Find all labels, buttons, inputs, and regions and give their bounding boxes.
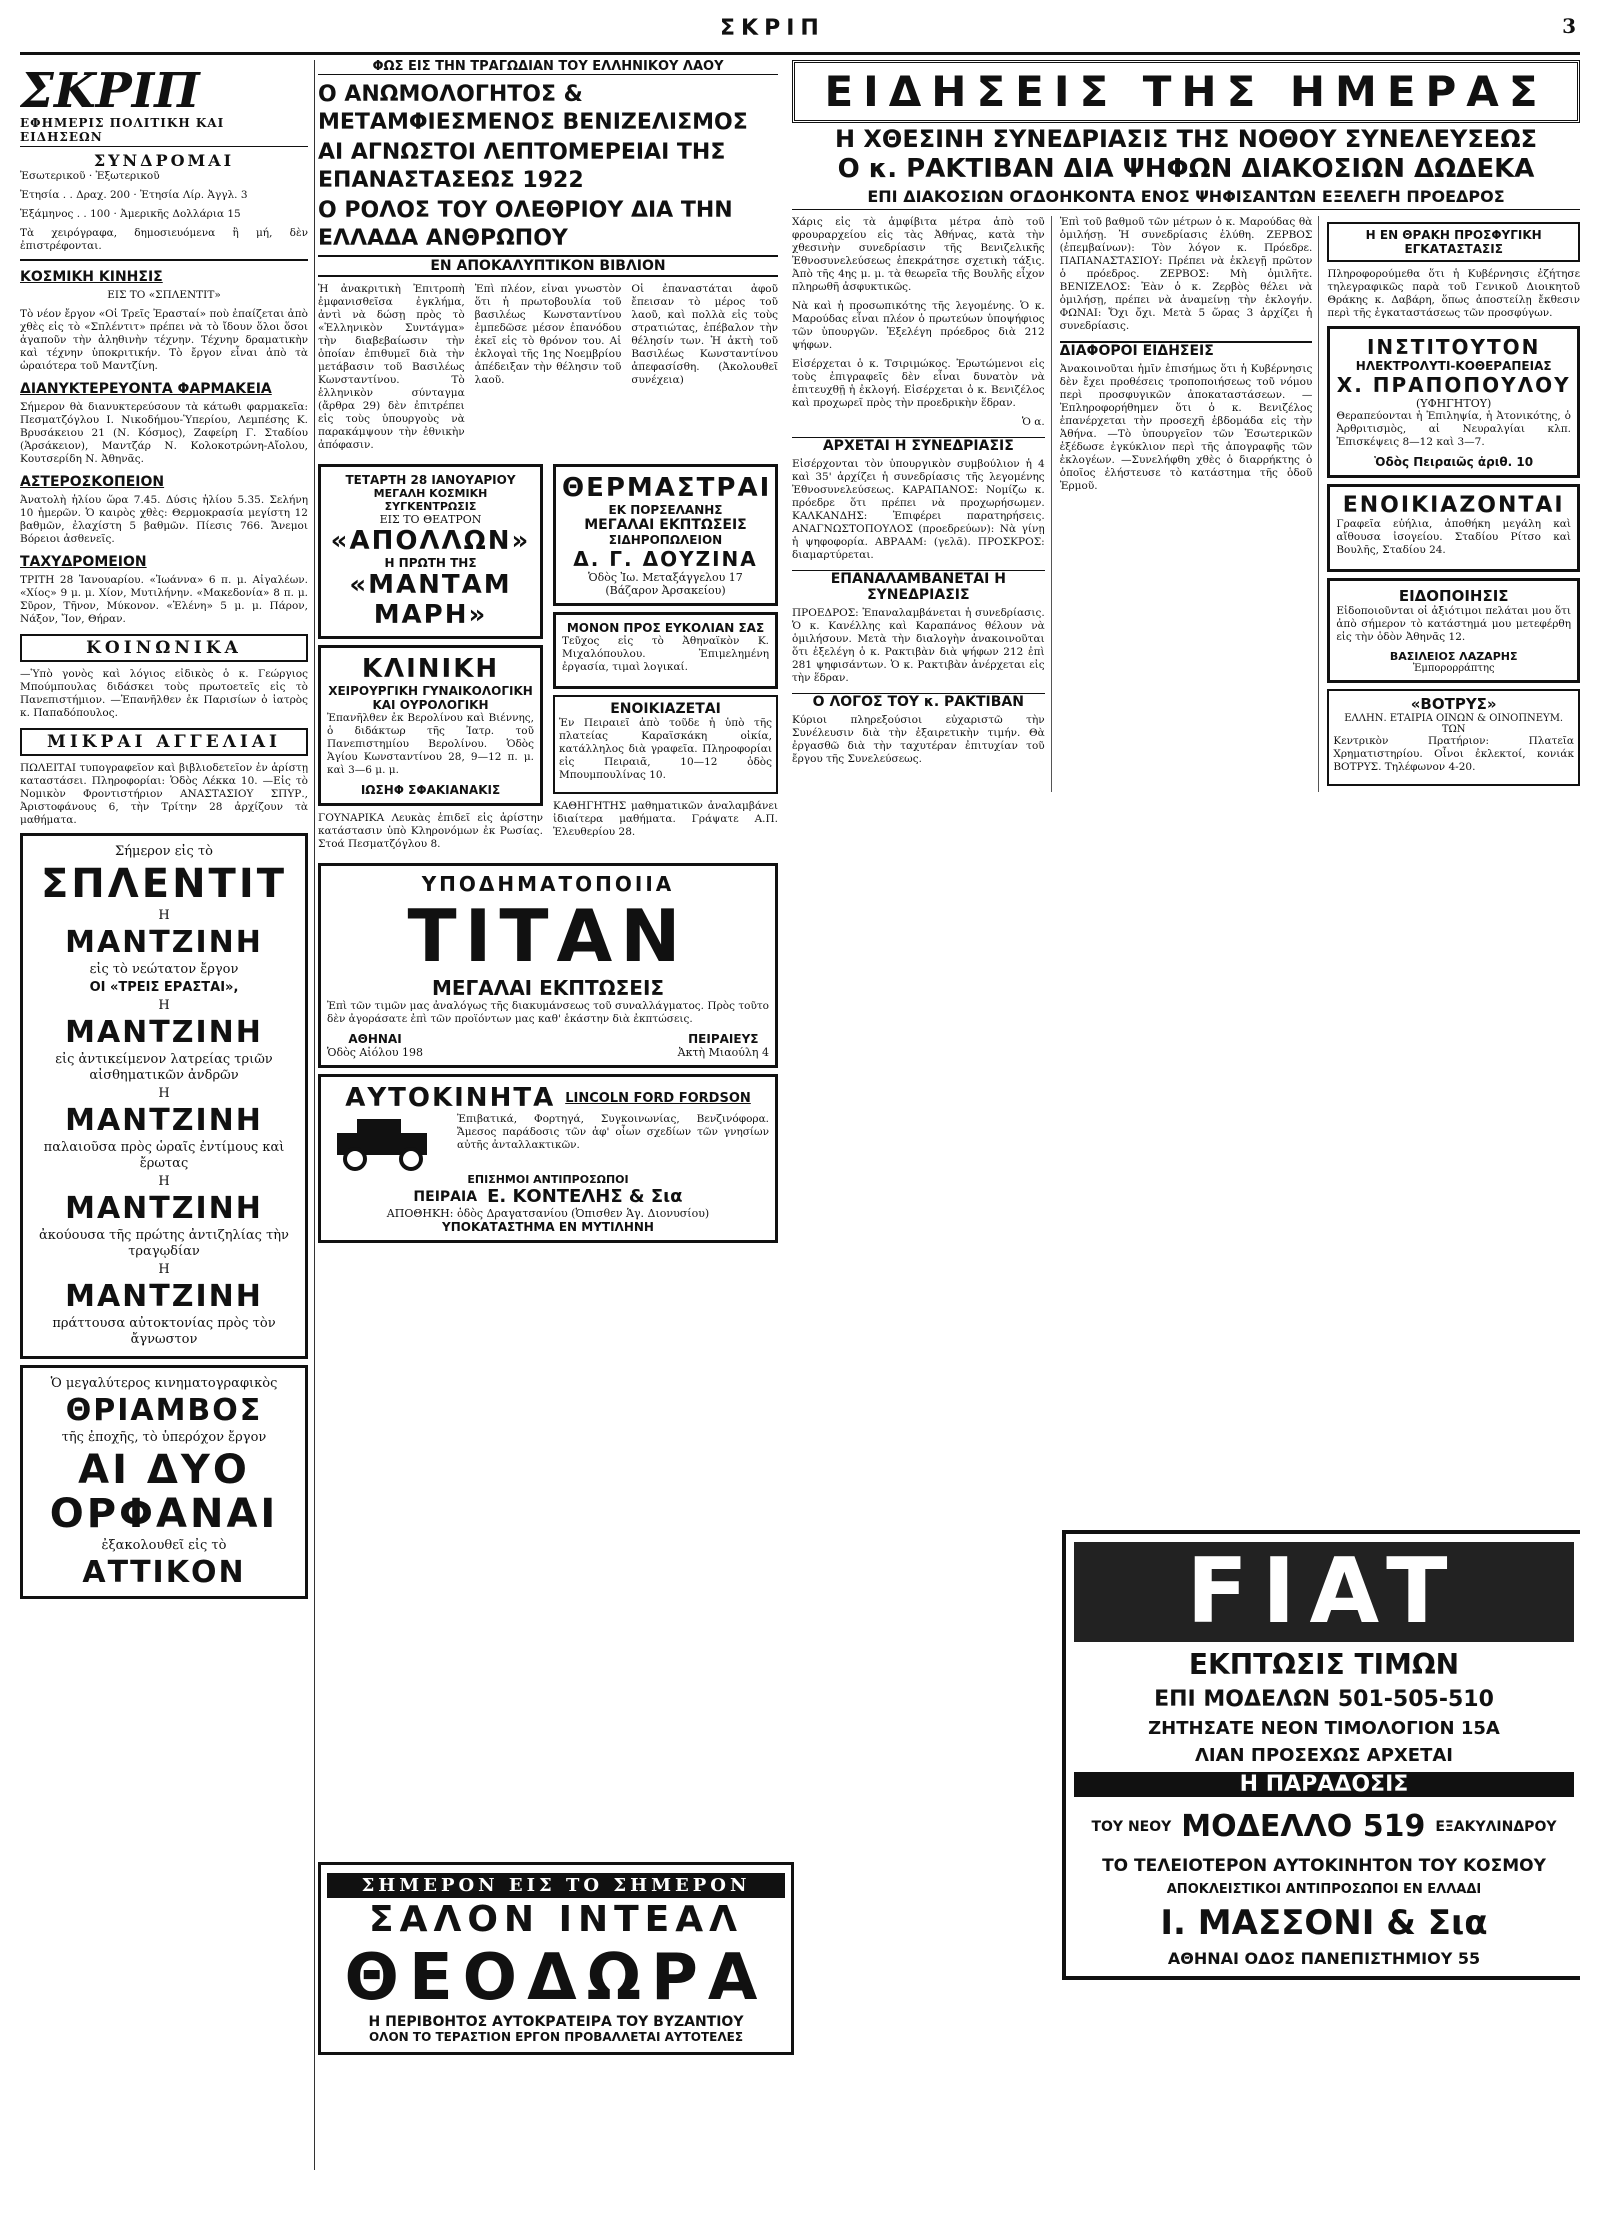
- news-columns: [792, 216, 1580, 792]
- splendit-ad: [20, 833, 308, 1359]
- ad-date: ΤΕΤΑΡΤΗ 28 ΙΑΝΟΥΑΡΙΟΥ: [345, 473, 516, 487]
- middle-column: [318, 60, 778, 2170]
- ad-city: ΠΕΙΡΑΙΕΥΣ: [688, 1032, 759, 1046]
- ad-text: εἰς ἀντικείμενον λατρείας τριῶν αἰσθηματικῶν ἀνδρῶν: [55, 1052, 273, 1083]
- ad-text: Γραφεῖα εὐήλια, ἀποθήκη μεγάλη καὶ αἴθουσα ἰσογείου. Σταδίου Ρίτσο καὶ Βουλῆς, Σταδίου 24.: [1336, 518, 1572, 556]
- ad-film-title: ΘΕΟΔΩΡΑ: [344, 1941, 768, 2015]
- ad-type: ΧΕΙΡΟΥΡΓΙΚΗ ΓΥΝΑΙΚΟΛΟΓΙΚΗ ΚΑΙ ΟΥΡΟΛΟΓΙΚΗ: [328, 684, 533, 712]
- newspaper-page: [20, 12, 1580, 2182]
- ad-city: ΠΕΙΡΑΙΑ: [413, 1188, 478, 1205]
- ad-kind: ΗΛΕΚΤΡΟΛΥΤΙ-ΚΟΘΕΡΑΠΕΙΑΣ: [1355, 359, 1552, 373]
- ad-subtitle: ΟΛΟΝ ΤΟ ΤΕΡΑΣΤΙΟΝ ΕΡΓΟΝ ΠΡΟΒΑΛΛΕΤΑΙ ΑΥΤΟΤΕΛΕΣ: [368, 2030, 744, 2044]
- thraki-box: [1327, 222, 1580, 262]
- paper-subtitle: ΕΦΗΜΕΡΙΣ ΠΟΛΙΤΙΚΗ ΚΑΙ ΕΙΔΗΣΕΩΝ: [20, 116, 308, 147]
- classified-text: ΓΟΥΝΑΡΙΚΑ Λευκὰς ἐπιδεῖ εἰς ἀρίστην κατάστασιν ὑπὸ Κληρονόμων ἐκ Ρωσίας. Στοά Πεσματζόγλου 8.: [318, 812, 543, 850]
- ad-text: εἰς τὸ νεώτατον ἔργον: [89, 962, 239, 977]
- article-text: Κύριοι πληρεξούσιοι εὐχαριστῶ τὴν Συνέλευσιν διὰ τὴν ἐξαιρετικὴν τιμήν. Θὰ ἐργασθῶ διὰ τὴν ταχυτέραν ἐπιτυχίαν τοῦ ἔργου τῆς Συνελεύσεως.: [792, 714, 1045, 765]
- ad-reps: ΑΠΟΚΛΕΙΣΤΙΚΟΙ ΑΝΤΙΠΡΟΣΩΠΟΙ ΕΝ ΕΛΛΑΔΙ: [1166, 1882, 1482, 1897]
- ad-sale: ΜΕΓΑΛΑΙ ΕΚΠΤΩΣΕΙΣ: [584, 517, 747, 533]
- thermastrai-ad: [553, 464, 778, 606]
- subscription-row: Ἐσωτερικοῦ · Ἐξωτερικοῦ: [20, 170, 160, 182]
- ad-text: Ἐπὶ τῶν τιμῶν μας ἀναλόγως τῆς διακυμάνσεως τοῦ συναλλάγματος. Πρὸς τοῦτο δὲν ἀγοράσατε ἐπὶ τῶν προϊόντων μας καθ' ἑκάστην διὰ ἐκπτώσεις.: [327, 1000, 769, 1025]
- ad-title: ΑΥΤΟΚΙΝΗΤΑ: [345, 1083, 556, 1113]
- article-text: ΤΡΙΤΗ 28 Ἰανουαρίου. «Ἰωάννα» 6 π. μ. Αἰγαλέων. «Χίος» 9 μ. μ. Χίον, Μυτιλήνην. «Μακεδονία» 8 π. μ. Σῦρον, Τῆνον, Μύκονον. «Ἑλένη» 5 μ. μ. Πάρον, Νάξον, Ἴον, Θήραν.: [20, 574, 308, 625]
- ad-text: ἀκούουσα τῆς πρώτης ἀντιζηλίας τὴν τραγῳδίαν: [39, 1228, 289, 1259]
- ad-address: Ὁδὸς Ἰω. Μεταξάγγελου 17 (Βάζαρον Ἀρσακείου): [588, 571, 743, 597]
- subheadline: ΕΝ ΑΠΟΚΑΛΥΠΤΙΚΟΝ ΒΙΒΛΙΟΝ: [318, 255, 778, 277]
- botrys-ad: [1327, 689, 1580, 786]
- ad-text: Ἐμπορορράπτης: [1412, 663, 1495, 674]
- ad-row: [318, 458, 778, 857]
- ad-text: Η: [158, 1174, 170, 1189]
- news-banner: ΕΙΔΗΣΕΙΣ ΤΗΣ ΗΜΕΡΑΣ: [792, 60, 1580, 123]
- ad-branch: ΥΠΟΚΑΤΑΣΤΗΜΑ ΕΝ ΜΥΤΙΛΗΝΗ: [442, 1220, 654, 1234]
- ad-play-title: «ΜΑΝΤΑΜ ΜΑΡΗ»: [349, 570, 512, 630]
- ad-film-title: ΟΡΦΑΝΑΙ: [49, 1491, 279, 1537]
- mikrai-heading: ΜΙΚΡΑΙ ΑΓΓΕΛΙΑΙ: [20, 728, 308, 756]
- article-text: Οἱ ἐπαναστάται ἀφοῦ ἔπεισαν τὸ μέρος τοῦ λαοῦ, καὶ πολλὰ εἰς τοὺς στρατιώτας, ἐπέβαλον τὴν θέλησίν των. Ἡ ἀκτὴ τοῦ Βασιλέως Κωνσταντίνου ἀπεφασίσθη. (Ἀκολουθεῖ συνέχεια): [631, 283, 778, 386]
- ad-title: «ΒΟΤΡΥΣ»: [1410, 695, 1497, 713]
- section-heading: ΔΙΑΦΟΡΟΙ ΕΙΔΗΣΕΙΣ: [1060, 341, 1313, 359]
- ad-text: ΕΞΑΚΥΛΙΝΔΡΟΥ: [1435, 1818, 1557, 1835]
- eukolia-ad: [553, 612, 778, 689]
- subscription-row: Ἐτησία . . Δραχ. 200 · Ἐτησία Λίρ. Ἀγγλ. 3: [20, 189, 248, 201]
- ad-actress-name: ΜΑΝΤΖΙΝΗ: [65, 1015, 263, 1050]
- subscriptions-heading: ΣΥΝΔΡΟΜΑΙ: [93, 151, 235, 170]
- article-text: Ἐπὶ τοῦ βαθμοῦ τῶν μέτρων ὁ κ. Μαρούδας θὰ ὁμιλήσῃ. Ἡ συνεδρίασις ἐλύθη. ΖΕΡΒΟΣ (ἐπεμβαίνων): Τὸν λόγον κ. Πρόεδρε. ΠΑΠΑΝΑΣΤΑΣΙΟΥ: Πρέπει νὰ ἐκλεγῇ πρῶτον ὁ πρόεδρος. ΖΕΡΒΟΣ: Μὴ ὁμιλῆτε. ΒΕΝΙΖΕΛΟΣ: Ἐὰν ὁ κ. Ζερβὸς θέλει νὰ ὁμιλήσῃ, πρέπει νὰ ἀναμείνῃ τὴν ἐκλογήν. ΦΩΝΑΙ: Ὄχι ὄχι. Μετὰ 5 ὥρας 3 ἀρχίζει ἡ συνεδρίασις.: [1059, 216, 1313, 332]
- ad-text: Η: [158, 1262, 170, 1277]
- subscription-row: Ἑξάμηνος . . 100 · Ἀμερικῆς Δολλάρια 15: [20, 208, 241, 220]
- right-column: [792, 60, 1580, 2170]
- ad-text: Θεραπεύονται ἡ Ἐπιληψία, ἡ Ἀτονικότης, ὁ Ἀρθριτισμὸς, αἱ Νευραλγίαι κλπ. Ἐπισκέψεις 8—12 καὶ 3—7.: [1336, 410, 1572, 448]
- ad-actress-name: ΜΑΝΤΖΙΝΗ: [65, 1103, 263, 1138]
- ad-venue: «ΑΠΟΛΛΩΝ»: [330, 526, 531, 556]
- ad-models: ΕΠΙ ΜΟΔΕΛΩΝ 501-505-510: [1154, 1687, 1494, 1712]
- ad-brands: LINCOLN FORD FORDSON: [565, 1090, 751, 1106]
- ad-title: ΚΛΙΝΙΚΗ: [361, 654, 500, 684]
- classified-text: ΚΑΘΗΓΗΤΗΣ μαθηματικῶν ἀναλαμβάνει ἰδιαίτερα μαθήματα. Γράψατε Α.Π. Ἐλευθερίου 28.: [553, 800, 778, 838]
- article-text: Ἐπὶ πλέον, εἶναι γνωστὸν ὅτι ἡ πρωτοβουλία τοῦ βασιλέως Κωνσταντίνου ἐμπεδῶσε μέσον ἐπανόδου ἐκεῖ εἰς τὸ θρόνον του. Αἱ ἐκλογαὶ τῆς 1ης Νοεμβρίου ἀπέδειξαν τὴν θέλησιν τοῦ λαοῦ.: [474, 283, 622, 386]
- series-tag: ΦΩΣ ΕΙΣ ΤΗΝ ΤΡΑΓΩΔΙΑΝ ΤΟΥ ΕΛΛΗΝΙΚΟΥ ΛΑΟΥ: [318, 60, 778, 75]
- section-heading: ΔΙΑΝΥΚΤΕΡΕΥΟΝΤΑ ΦΑΡΜΑΚΕΙΑ: [20, 381, 272, 397]
- ad-play-title: ΟΙ «ΤΡΕΙΣ ΕΡΑΣΤΑΙ»,: [89, 980, 239, 995]
- article-text: Τὸ νέον ἔργον «Οἱ Τρεῖς Ἐρασταί» ποὺ ἐπαίζεται ἀπὸ χθὲς εἰς τὸ «Σπλέντιτ» πρέπει νὰ τὸ ἴδουν ὅλοι ὅσοι ἀγαποῦν τὴν ἀληθινὴν τέχνην. Τέχνην δραματικὴν καὶ τέχνην ὑποκριτικήν. Τὸ ἔργον εἶναι ἀπὸ τὰ ὡραιότερα τοῦ Μαντζίνη.: [20, 308, 308, 372]
- ad-sale: ΕΚΠΤΩΣΙΣ ΤΙΜΩΝ: [1188, 1648, 1460, 1681]
- ad-title: ΕΙΔΟΠΟΙΗΣΙΣ: [1398, 587, 1509, 605]
- ad-text: πράττουσα αὐτοκτονίας πρὸς τὸν ἄγνωστον: [52, 1316, 276, 1347]
- titan-ad: [318, 863, 778, 1068]
- ad-subtitle: Η ΠΕΡΙΒΟΗΤΟΣ ΑΥΤΟΚΡΑΤΕΙΡΑ ΤΟΥ ΒΥΖΑΝΤΙΟΥ: [368, 2014, 744, 2030]
- article-text: Ἡ ἀνακριτικὴ Ἐπιτροπὴ ἐμφανισθεῖσα ἐγκλήμα, ἀντὶ νὰ δώσῃ πρὸς τὸ «Ἑλληνικὸν Συντάγμα» τὴν διαβεβαίωσιν τὴν ὁποίαν ἐπιθυμεῖ διὰ τὴν μετάβασιν τοῦ Βασιλέως Κωνσταντίνου. Τὸ ἑλληνικὸν σύνταγμα (ἄρθρα 29) δὲν ἐπιτρέπει εἰς τοὺς ὑπουργοὺς νὰ παρακάμψουν τὴν ἐθνικὴν ἀπόφασιν.: [318, 283, 465, 451]
- page-masthead: [20, 12, 1580, 55]
- ad-actress-name: ΜΑΝΤΖΙΝΗ: [65, 1191, 263, 1226]
- ad-text: ἐξακολουθεῖ εἰς τὸ: [101, 1538, 227, 1553]
- ad-address: Ὁδὸς Αἰόλου 198: [327, 1046, 424, 1059]
- eidopoiisis-ad: [1327, 578, 1580, 683]
- ad-title: ΕΝΟΙΚΙΑΖΟΝΤΑΙ: [1342, 493, 1565, 518]
- divider: [20, 259, 308, 261]
- article-text: ΠΡΟΕΔΡΟΣ: Ἐπαναλαμβάνεται ἡ συνεδρίασις. Ὁ κ. Κανέλλης καὶ Καραπάνος θέλουν νὰ ὁμιλήσουν. Μετὰ τὴν διαλογὴν ἀνακοινοῦται ὅτι ἐξελέγη ὁ κ. Ρακτιβὰν διὰ ψήφων 212 ἐπὶ 281 ψηφισάντων. Ὁ κ. Ρακτιβὰν ἀνέρχεται εἰς τὴν ἕδραν.: [792, 607, 1045, 684]
- article-text: Ἀνακοινοῦται ἡμῖν ἐπισήμως ὅτι ἡ Κυβέρνησις δὲν ἔχει προθέσεις τροποποιήσεως τοῦ νόμου περὶ προσφυγικῶν ἀποκαταστάσεων. —Ἐπληροφορήθημεν ὅτι ὁ κ. Βενιζέλος ἐπανέρχεται τὴν προσεχῆ ἑβδομάδα εἰς τὴν Ἀθήνα. —Τὸ ὑπουργεῖον τῶν Ἐσωτερικῶν ἐξέδωσε ἐγκύκλιον περὶ τῆς ἀπογραφῆς τῶν ἐκλογέων. —Συνελήφθη χθὲς ὁ διαρρήκτης ὁ ὁποῖος ἐλήστευσε τὸ κατάστημα τῆς ὁδοῦ Ἑρμοῦ.: [1059, 363, 1313, 492]
- ad-text: ΖΗΤΗΣΑΤΕ ΝΕΟΝ ΤΙΜΟΛΟΓΙΟΝ 15Α: [1148, 1718, 1500, 1739]
- ad-theatre-name: ΣΠΛΕΝΤΙΤ: [40, 861, 287, 907]
- headline: Ο ΑΝΩΜΟΛΟΓΗΤΟΣ & ΜΕΤΑΜΦΙΕΣΜΕΝΟΣ ΒΕΝΙΖΕΛΙΣΜΟΣ: [318, 82, 748, 135]
- ad-actress-name: ΜΑΝΤΖΙΝΗ: [65, 925, 263, 960]
- ad-venue: ΣΑΛΟΝ ΙΝΤΕΑΛ: [369, 1899, 743, 1940]
- ad-reps: ΕΠΙΣΗΜΟΙ ΑΝΤΙΠΡΟΣΩΠΟΙ: [467, 1173, 629, 1186]
- ad-film-title: ΑΙ ΔΥΟ: [78, 1447, 250, 1493]
- ad-text: ΕΚ ΠΟΡΣΕΛΑΝΗΣ: [608, 503, 723, 517]
- section-heading: ΤΑΧΥΔΡΟΜΕΙΟΝ: [20, 554, 147, 570]
- ad-brand: ΤΙΤΑΝ: [407, 894, 689, 978]
- ad-address: Ὁδὸς Πειραιῶς ἀριθ. 10: [1374, 455, 1534, 469]
- enoikiazetai-ad: [553, 695, 778, 794]
- section-heading: ΕΠΑΝΑΛΑΜΒΑΝΕΤΑΙ Η ΣΥΝΕΔΡΙΑΣΙΣ: [792, 570, 1045, 603]
- ad-actress-name: ΜΑΝΤΖΙΝΗ: [65, 1279, 263, 1314]
- fiat-ad: [1062, 1530, 1580, 1980]
- article-signature: Ὁ α.: [1021, 416, 1045, 428]
- subscription-note: Τὰ χειρόγραφα, δημοσιευόμενα ἢ μή, δὲν ἐπιστρέφονται.: [20, 227, 308, 252]
- car-icon: [327, 1113, 447, 1173]
- headline: Ο κ. ΡΑΚΤΙΒΑΝ ΔΙΑ ΨΗΦΩΝ ΔΙΑΚΟΣΙΩΝ ΔΩΔΕΚΑ: [837, 154, 1535, 184]
- ad-text: Η ΠΑΡΑΔΟΣΙΣ: [1074, 1772, 1574, 1797]
- ad-text: Τεῦχος εἰς τὸ Ἀθηναϊκὸν Κ. Μιχαλόπουλου. Ἐπιμελημένη ἐργασία, τιμαὶ λογικαί.: [562, 635, 769, 673]
- ad-text: Ἐν Πειραιεῖ ἀπὸ τοῦδε ἡ ὑπὸ τῆς πλατείας Καραϊσκάκη οἰκία, κατάλληλος διὰ γραφεῖα. Πληροφορίαι εἰς Πειραιᾶ, 10—12 ὁδὸς Μπουμπουλίνας 10.: [559, 717, 772, 781]
- ad-owner: Χ. ΠΡΑΠΟΠΟΥΛΟΥ: [1336, 373, 1571, 397]
- ad-city: ΑΘΗΝΑΙ: [348, 1032, 402, 1046]
- clinic-ad: [318, 645, 543, 806]
- ad-text: Ὁ μεγαλύτερος κινηματογραφικὸς: [50, 1376, 278, 1391]
- ad-addresses: [327, 1032, 769, 1059]
- ad-event: ΜΕΓΑΛΗ ΚΟΣΜΙΚΗ ΣΥΓΚΕΝΤΡΩΣΙΣ: [373, 487, 488, 513]
- article-text: Πληροφορούμεθα ὅτι ἡ Κυβέρνησις ἐζήτησε τηλεγραφικῶς παρὰ τοῦ Γενικοῦ Διοικητοῦ Θράκης κ. Δαβάρη, ὅπως ἀποστείλῃ ἔκθεσιν περὶ τῆς ἐγκαταστάσεως τῶν προσφύγων.: [1327, 268, 1580, 319]
- section-heading: Η ΕΝ ΘΡΑΚΗ ΠΡΟΣΦΥΓΙΚΗ ΕΓΚΑΤΑΣΤΑΣΙΣ: [1365, 228, 1542, 256]
- ad-title: ΜΟΝΟΝ ΠΡΟΣ ΕΥΚΟΛΙΑΝ ΣΑΣ: [566, 621, 765, 635]
- ad-text: Η ΠΡΩΤΗ ΤΗΣ: [384, 556, 477, 570]
- ad-text: Εἰδοποιοῦνται οἱ ἀξιότιμοι πελάται μου ὅτι ἀπὸ σήμερον τὸ κατάστημά μου μετεφέρθη εἰς τὴν ὁδὸν Ἀθηνᾶς 12.: [1336, 605, 1572, 643]
- ad-slogan: ΤΟ ΤΕΛΕΙΟΤΕΡΟΝ ΑΥΤΟΚΙΝΗΤΟΝ ΤΟΥ ΚΟΣΜΟΥ: [1102, 1856, 1546, 1876]
- headline: ΕΠΙ ΔΙΑΚΟΣΙΩΝ ΟΓΔΟΗΚΟΝΤΑ ΕΝΟΣ ΨΗΦΙΣΑΝΤΩΝ ΕΞΕΛΕΓΗ ΠΡΟΕΔΡΟΣ: [792, 185, 1580, 210]
- ad-text: Σήμερον εἰς τὸ: [115, 844, 213, 859]
- section-heading: ΑΣΤΕΡΟΣΚΟΠΕΙΟΝ: [20, 474, 165, 490]
- ad-signature: ΒΑΣΙΛΕΙΟΣ ΛΑΖΑΡΗΣ: [1389, 650, 1518, 663]
- ad-text: Η: [158, 998, 170, 1013]
- article-text: Νὰ καὶ ἡ προσωπικότης τῆς λεγομένης. Ὁ κ. Μαρούδας εἶναι πλέον ὁ πρωτεύων ὑποψήφιος τῶν ὑπουργῶν. Ἐξελέγη πρόεδρος διὰ 212 ψήφων.: [792, 300, 1045, 351]
- orphans-ad: [20, 1365, 308, 1599]
- ad-dealer: Ι. ΜΑΣΣΟΝΙ & Σια: [1160, 1903, 1488, 1943]
- ad-text: ΛΙΑΝ ΠΡΟΣΕΧΩΣ ΑΡΧΕΤΑΙ: [1195, 1745, 1453, 1766]
- page-number: 3: [1562, 14, 1576, 38]
- ad-title: ΕΝΟΙΚΙΑΖΕΤΑΙ: [610, 701, 721, 717]
- ad-sale: ΜΕΓΑΛΑΙ ΕΚΠΤΩΣΕΙΣ: [431, 976, 665, 1000]
- article-text: ΠΩΛΕΙΤΑΙ τυπογραφεῖον καὶ βιβλιοδετεῖον ἐν ἀρίστῃ καταστάσει. Πληροφορίαι: Ὁδὸς Λέκκα 10. —Εἰς τὸ Νομικὸν Φροντιστήριον ΑΝΑΣΤΑΣΙΟΥ ΣΠΥΡ., Ἀριστοφάνους 6, τὴν Τρίτην 28 ἀρχίζουν τὰ μαθήματα.: [20, 762, 308, 826]
- ad-strip: ΣΗΜΕΡΟΝ ΕΙΣ ΤΟ ΣΗΜΕΡΟΝ: [327, 1873, 785, 1898]
- ad-text: ΤΟΥ ΝΕΟΥ: [1091, 1818, 1172, 1835]
- ad-text: (ΥΦΗΓΗΤΟΥ): [1416, 397, 1492, 410]
- apollon-ad: [318, 464, 543, 639]
- theodora-ad: [318, 1862, 794, 2055]
- ad-title: ΙΝΣΤΙΤΟΥΤΟΝ: [1366, 335, 1541, 359]
- article-text: —Ὑπὸ γονὸς καὶ λόγιος εἰδικὸς ὁ κ. Γεώργιος Μπούμπουλας διδάσκει τοὺς πρωτοετεῖς εἰς τὸ Πανεπιστήμιον. —Ἐπανῆλθεν ἐκ Παρισίων ὁ ἰατρὸς κ. Παπαδόπουλος.: [20, 668, 308, 719]
- fiat-logo: FIAT: [1074, 1542, 1574, 1642]
- article-text: Ἀνατολὴ ἡλίου ὥρα 7.45. Δύσις ἡλίου 5.35. Σελήνη 10 ἡμερῶν. Ὁ καιρὸς χθὲς: Θερμοκρασία μεγίστη 12 βαθμῶν, ἐλαχίστη 5 βαθμῶν. Πίεσις 766. Ἄνεμοι Βόρειοι ἀσθενεῖς.: [20, 494, 308, 545]
- ad-text: Η: [158, 1086, 170, 1101]
- headline: Ο ΡΟΛΟΣ ΤΟΥ ΟΛΕΘΡΙΟΥ ΔΙΑ ΤΗΝ ΕΛΛΑΔΑ ΑΝΘΡΩΠΟΥ: [318, 198, 733, 251]
- ad-address: ΑΠΟΘΗΚΗ: ὁδὸς Δραγατσανίου (Ὀπισθεν Ἁγ. Διονυσίου): [386, 1207, 710, 1220]
- headline: Η ΧΘΕΣΙΝΗ ΣΥΝΕΔΡΙΑΣΙΣ ΤΗΣ ΝΟΘΟΥ ΣΥΝΕΛΕΥΣΕΩΣ: [834, 125, 1537, 153]
- article-text: Χάρις εἰς τὰ ἀμφίβιτα μέτρα ἀπὸ τοῦ φρουραρχείου εἰς τὰς Ἀθήνας, κατὰ τὴν χθεσινὴν συνεδρίασιν τῆς Βενιζελικῆς Ἐθνοσυνελεύσεως ἐπεκράτησε σχετικὴ τάξις. Ἀπὸ τῆς 4ης μ. μ. τὰ θεωρεῖα τῆς Βουλῆς εἶχον πληρωθῆ ἀσφυκτικῶς.: [792, 216, 1045, 293]
- ad-owner: Δ. Γ. ΔΟΥΖΙΝΑ: [573, 547, 758, 571]
- ad-text: ΣΙΔΗΡΟΠΩΛΕΙΟΝ: [608, 533, 723, 547]
- article-text: Εἰσέρχονται τὸν ὑπουργικὸν συμβούλιον ἡ 4 καὶ 35' ἀρχίζει ἡ συνεδρίασις τῆς λεγομένης Ἐθνοσυνελεύσεως. ΚΑΡΑΠΑΝΟΣ: Νομίζω κ. πρόεδρε ὅτι πρέπει νὰ προχωρήσωμεν. ΚΑΛΚΑΝΔΗΣ: Ἐπιφέρει παρατηρήσεις. ΑΝΑΓΝΩΣΤΟΠΟΥΛΟΣ (προεδρεύων): Νὰ γίνῃ ἡ ψηφοφορία. ΑΒΡΑΑΜ: (γελᾶ). ΠΡΟΣΚΡΟΣ: διαμαρτύρεται.: [792, 458, 1045, 561]
- paper-name: ΣΚΡΙΠ: [20, 63, 200, 119]
- ad-text: ΕΛΛΗΝ. ΕΤΑΙΡΙΑ ΟΙΝΩΝ & ΟΙΝΟΠΝΕΥΜ. ΤΩΝ: [1344, 713, 1564, 735]
- ad-title: ΘΕΡΜΑΣΤΡΑΙ: [562, 473, 772, 503]
- section-heading: ΑΡΧΕΤΑΙ Η ΣΥΝΕΔΡΙΑΣΙΣ: [792, 437, 1045, 454]
- ad-text: Ἐπανῆλθεν ἐκ Βερολίνου καὶ Βιέννης, ὁ διδάκτωρ τῆς Ἰατρ. τοῦ Πανεπιστημίου Βερολίνου. Ὁδὸς Ἁγίου Κωνσταντίνου 28, 9—12 π. μ. καὶ 3—6 μ. μ.: [327, 712, 534, 776]
- koinonika-heading: ΚΟΙΝΩΝΙΚΑ: [20, 634, 308, 662]
- section-subheading: ΕΙΣ ΤΟ «ΣΠΛΕΝΤΙΤ»: [107, 289, 221, 301]
- institute-ad: [1327, 326, 1580, 478]
- ad-text: τῆς ἐποχῆς, τὸ ὑπερόχον ἔργον: [61, 1430, 267, 1445]
- section-heading: Ο ΛΟΓΟΣ ΤΟΥ κ. ΡΑΚΤΙΒΑΝ: [792, 693, 1045, 710]
- ad-text: Ἐπιβατικά, Φορτηγά, Συγκοινωνίας, Βενζινόφορα. Ἄμεσος παράδοσις τῶν ἀφ' οἷων σχεδίων τῶν γνησίων αὐτῆς ἀνταλλακτικῶν.: [457, 1113, 769, 1151]
- ad-doctor: ΙΩΣΗΦ ΣΦΑΚΙΑΝΑΚΙΣ: [360, 783, 501, 797]
- ad-model: ΜΟΔΕΛΛΟ 519: [1181, 1809, 1426, 1844]
- ad-text: παλαιοῦσα πρὸς ὡραῖς ἐντίμους καὶ ἔρωτας: [43, 1140, 285, 1171]
- ad-header: ΥΠΟΔΗΜΑΤΟΠΟΙΙΑ: [421, 872, 675, 896]
- ad-text: Η: [158, 908, 170, 923]
- headline: ΑΙ ΑΓΝΩΣΤΟΙ ΛΕΠΤΟΜΕΡΕΙΑΙ ΤΗΣ ΕΠΑΝΑΣΤΑΣΕΩΣ 1922: [318, 140, 726, 193]
- article-text: Σήμερον θὰ διανυκτερεύσουν τὰ κάτωθι φαρμακεῖα: Πεσματζόγλου Ι. Νικοδήμου-Ὑπερίου, Λεμπέσης Κ. Βρυσάκειου 21 (Ν. Κόσμος), Ζαφείρη Γ. Σταδίου (Ἁρσάκειον), Μαντζάρ Ν. Κολοκοτρώνη-Αἴολου, Κουτσερίδη Ν. Ἀθηνᾶς.: [20, 401, 308, 465]
- ad-address: ΑΘΗΝΑΙ ΟΔΟΣ ΠΑΝΕΠΙΣΤΗΜΙΟΥ 55: [1167, 1949, 1481, 1968]
- ad-text: Κεντρικὸν Πρατήριον: Πλατεῖα Χρηματιστηρίου. Οἶνοι ἐκλεκτοί, κονιάκ ΒΟΤΡΥΣ. Τηλέφωνον 4-20.: [1333, 735, 1575, 773]
- left-column: [20, 60, 315, 2170]
- ad-text: ΕΙΣ ΤΟ ΘΕΑΤΡΟΝ: [379, 513, 482, 526]
- article-columns: [318, 283, 778, 458]
- cars-ad: [318, 1074, 778, 1243]
- enoikiazontai-ad: [1327, 484, 1580, 572]
- ad-address: Ἀκτὴ Μιαούλη 4: [677, 1046, 769, 1059]
- ad-cinema-name: ΑΤΤΙΚΟΝ: [82, 1555, 246, 1590]
- masthead-title: ΣΚΡΙΠ: [720, 16, 825, 41]
- ad-triumph: ΘΡΙΑΜΒΟΣ: [65, 1393, 263, 1428]
- ad-dealer: Ε. ΚΟΝΤΕΛΗΣ & Σια: [487, 1186, 683, 1207]
- section-heading: ΚΟΣΜΙΚΗ ΚΙΝΗΣΙΣ: [20, 269, 163, 285]
- article-text: Εἰσέρχεται ὁ κ. Τσιριμώκος. Ἐρωτώμενοι εἰς τοὺς ἐπιγραφεῖς δὲν εἶναι δυνατὸν νὰ ἐπιτευχθῇ ἡ ἐκλογή. Εἰσέρχεται ὁ κ. Βενιζέλος καὶ προχωρεῖ πρὸς τὴν προεδρικὴν ἕδραν.: [792, 358, 1045, 409]
